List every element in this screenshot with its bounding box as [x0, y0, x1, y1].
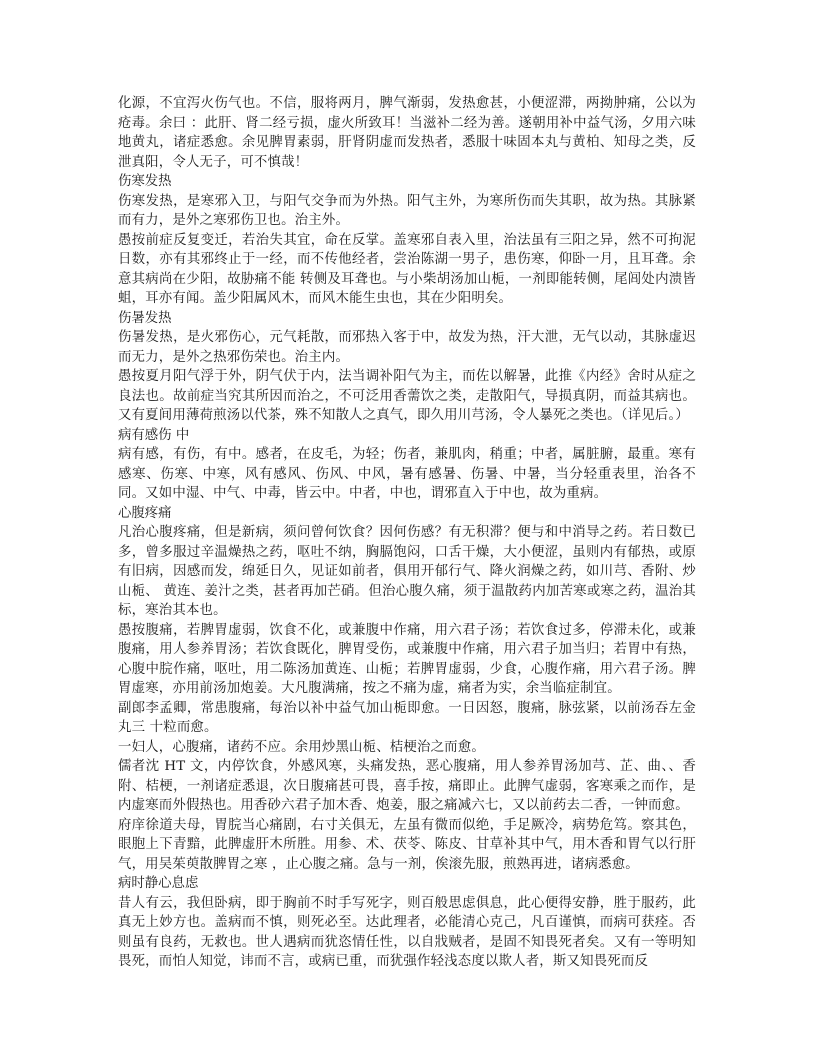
section-heading-bingshi-jingxin: 病时静心息虑 — [118, 876, 199, 891]
closing-paragraph: 化源，不宜泻火伤气也。不信，服将两月，脾气渐弱，发热愈甚，小便涩滞，两拗肿痛，公以为疮毒。余曰 ：此肝、肾二经亏损，虚火所致耳！当滋补二经为善。遂朝用补中益气汤，夕用六味地黄丸，诸症悉愈。余见脾胃素弱，肝肾阴虚而发热者，悉服十味固本丸与黄柏、知母之类，反泄真阳，令人无子，可不慎哉！ — [118, 96, 696, 170]
paragraph-bingshi-jingxin: 昔人有云，我但卧病，即于胸前不时手写死字，则百般思虑俱息，此心便得安静，胜于服药，此真无上妙方也。盖病而不慎，则死必至。达此理者，必能清心克己，凡百谨慎，而病可获痊。否则虽有良药，无救也。世人遇病而犹恣情任性，以自戕贼者，是固不知畏死者矣。又有一等明知畏死，而怕人知觉，讳而不言，或病已重，而犹强作轻浅态度以欺人者，斯又知畏死而反 — [118, 895, 696, 969]
section-heading-bing-you-gan-shang-zhong: 病有感伤 中 — [118, 427, 190, 443]
paragraph-gan-shang-zhong: 病有感，有伤，有中。感者，在皮毛，为轻；伤者，兼肌肉，稍重；中者，属脏腑，最重。寒有感寒、伤寒、中寒，风有感风、伤风、中风，暑有感暑、伤暑、中暑，当分轻重表里，治各不同。又如中湿、中气、中毒，皆云中。中者，中也，谓邪直入于中也，故为重病。 — [118, 447, 696, 501]
document-page — [118, 94, 696, 972]
paragraph-case-woman: 一妇人，心腹痛，诸药不应。余用炒黑山栀、桔梗治之而愈。 — [118, 739, 485, 755]
paragraph-shanghan-commentary: 愚按前症反复变迁，若治失其宜，命在反掌。盖寒邪自表入里，治法虽有三阳之异，然不可拘泥日数，亦有其邪终止于一经，而不传他经者，尝治陈湖一男子，患伤寒，仰卧一月，且耳聋。余意其病尚在少阳，故胁痛不能 转侧及耳聋也。与小柴胡汤加山栀，一剂即能转侧，尾闾处内溃皆蛆，耳亦有闻。盖少阳属风木，而风木能生虫也，其在少阳明矣。 — [118, 232, 696, 306]
section-heading-xinfu-tengtong: 心腹疼痛 — [118, 505, 172, 521]
section-heading-shanghan-fare: 伤寒发热 — [118, 174, 172, 189]
paragraph-shangshu-definition: 伤暑发热，是火邪伤心，元气耗散，而邪热入客于中，故发为热，汗大泄，无气以动，其脉虚迟而无力，是外之热邪伤荣也。治主内。 — [118, 330, 696, 365]
paragraph-case-li-mengqing: 副郎李孟卿，常患腹痛，每治以补中益气加山栀即愈。一日因怒，腹痛，脉弦紧，以前汤吞左金丸三 十粒而愈。 — [118, 700, 696, 735]
paragraph-case-shen: 儒者沈 HT 文，内停饮食，外感风寒，头痛发热，恶心腹痛，用人参养胃汤加芎、芷、曲、、香附、桔梗，一剂诸症悉退，次日腹痛甚可畏，喜手按，痛即止。此脾气虚弱，客寒乘之而作，是内虚寒而外假热也。用香砂六君子加木香、炮姜，服之痛减六七，又以前药去二香，一钟而愈。 — [118, 759, 696, 813]
paragraph-shangshu-commentary: 愚按夏月阳气浮于外，阴气伏于内，法当调补阳气为主，而佐以解暑，此推《内经》舍时从症之良法也。故前症当究其所因而治之，不可泛用香薷饮之类，走散阳气，导损真阴，而益其病也。又有夏间用薄荷煎汤以代茶，殊不知散人之真气，即久用川芎汤，令人暴死之类也。（详见后。） — [118, 369, 696, 423]
paragraph-shanghan-definition: 伤寒发热，是寒邪入卫，与阳气交争而为外热。阳气主外，为寒所伤而失其职，故为热。其脉紧而有力，是外之寒邪伤卫也。治主外。 — [118, 193, 696, 228]
paragraph-xinfu-general: 凡治心腹疼痛，但是新病，须问曾何饮食？因何伤感？有无积滞？便与和中消导之药。若日数已多，曾多服过辛温燥热之药，呕吐不纳，胸膈饱闷，口舌干燥，大小便涩，虽则内有郁热，或原有旧病，因感而发，绵延日久，见证如前者，俱用开郁行气、降火润燥之药，如川芎、香附、炒山栀、 黄连、姜汁之类，甚者再加芒硝。但治心腹久痛，须于温散药内加苦寒或寒之药，温治其标，寒治其本也。 — [118, 525, 696, 618]
section-heading-shangshu-fare: 伤暑发热 — [118, 310, 172, 326]
paragraph-case-xu-daofu-mother: 府庠徐道夫母，胃脘当心痛剧，右寸关俱无，左虽有微而似绝，手足厥冷，病势危笃。察其色，眼胞上下青黯，此脾虚肝木所胜。用参、术、茯苓、陈皮、甘草补其中气，用木香和胃气以行肝气，用吴茱萸散脾胃之寒 ，止心腹之痛。急与一剂，俟滚先服，煎熟再进，诸病悉愈。 — [118, 817, 696, 872]
paragraph-xinfu-commentary: 愚按腹痛，若脾胃虚弱，饮食不化，或兼腹中作痛，用六君子汤；若饮食过多，停滞未化，或兼腹痛，用人参养胃汤；若饮食既化，脾胃受伤，或兼腹中作痛，用六君子加当归；若胃中有热，心腹中脘作痛，呕吐，用二陈汤加黄连、山栀；若脾胃虚弱，少食，心腹作痛，用六君子汤。脾胃虚寒，亦用前汤加炮姜。大凡腹满痛，按之不痛为虚，痛者为实，余当临症制宜。 — [118, 622, 696, 696]
